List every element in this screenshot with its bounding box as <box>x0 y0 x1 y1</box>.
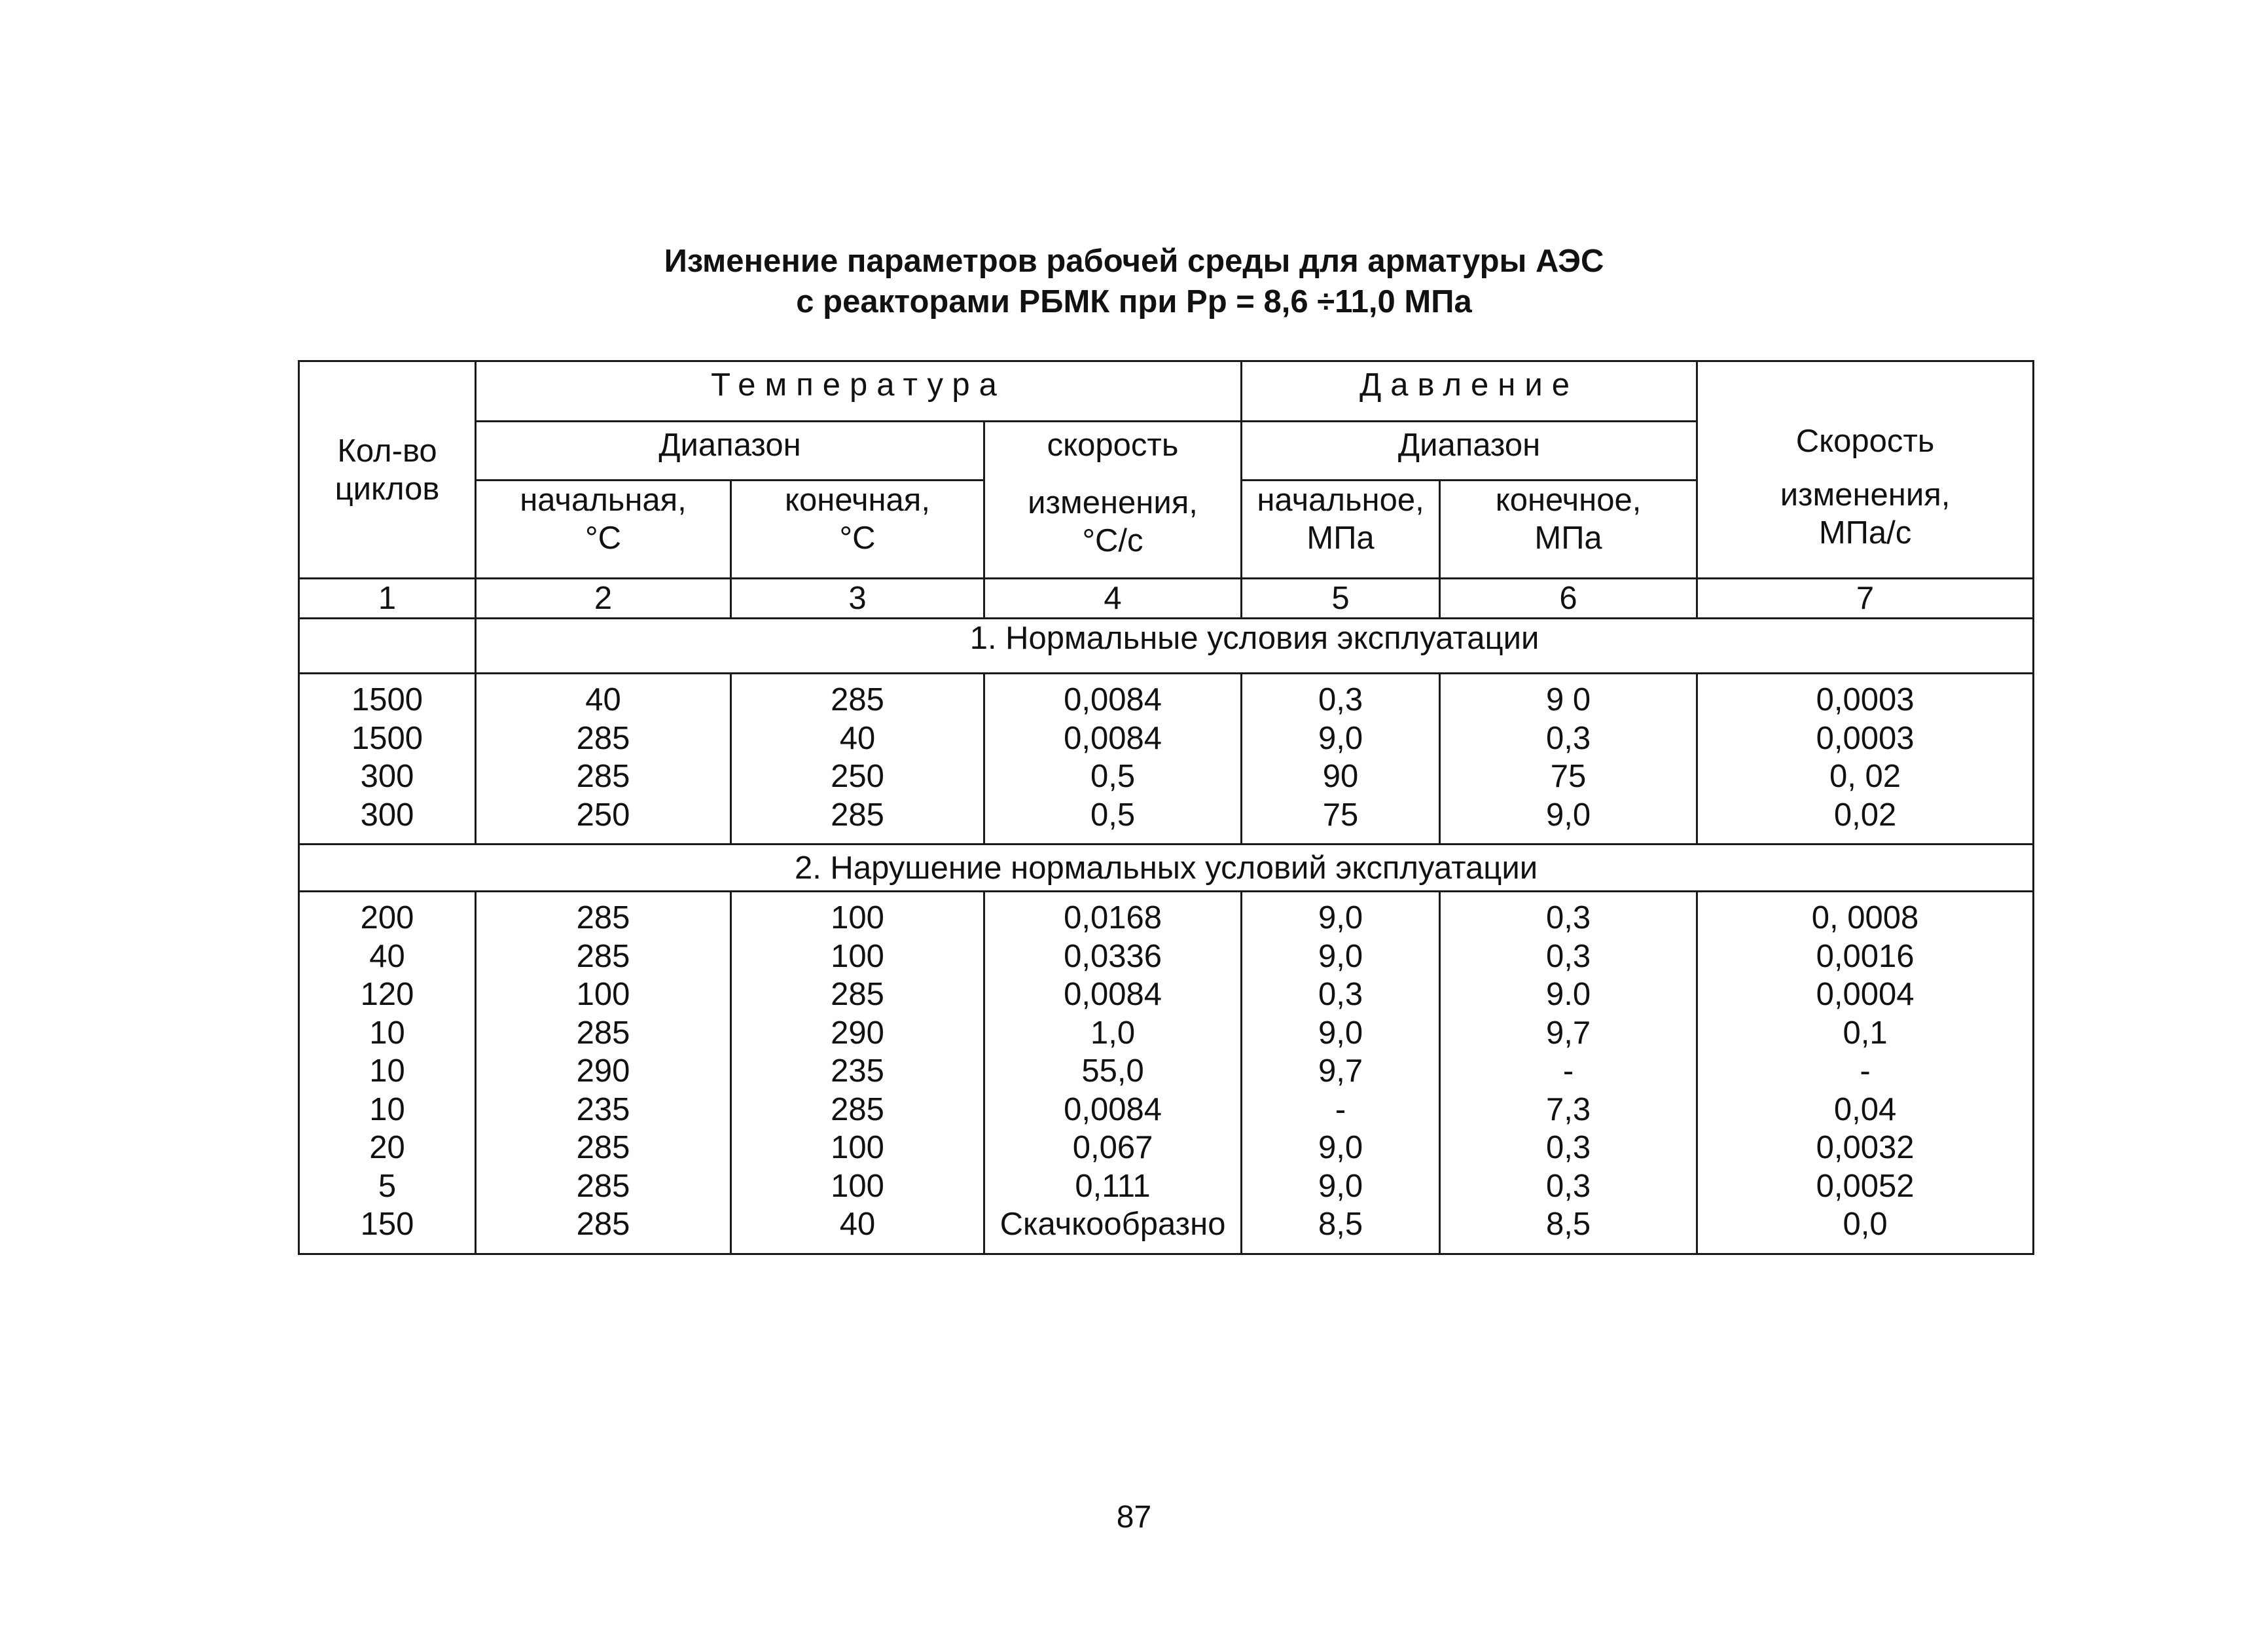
table-cell: 285 <box>831 977 884 1012</box>
table-cell: 0,04 <box>1833 1091 1897 1127</box>
table-column <box>299 674 476 845</box>
table-cell: 7,3 <box>1545 1091 1591 1127</box>
column-number: 1 <box>299 579 476 619</box>
column-number: 6 <box>1440 579 1697 619</box>
table-cell: 0,0168 <box>1064 900 1162 936</box>
header-press-start: начальное, МПа <box>1242 481 1440 579</box>
section-title: 1. Нормальные условия эксплуатации <box>476 619 2034 674</box>
table-cell: 0,067 <box>1072 1130 1153 1165</box>
section-body <box>299 674 2034 845</box>
table-cell: 0,1 <box>1843 1015 1888 1051</box>
table-cell: 0,5 <box>1090 759 1136 794</box>
table-column <box>1697 892 2034 1254</box>
table-cell: - <box>1860 1053 1871 1089</box>
table-cell: 0,0084 <box>1064 977 1162 1012</box>
table-cell: 20 <box>369 1130 405 1165</box>
column-number: 5 <box>1242 579 1440 619</box>
table-cell: 285 <box>831 682 884 718</box>
table-cell: 9,0 <box>1545 797 1591 833</box>
page-number: 87 <box>1116 1500 1152 1535</box>
table-column <box>1697 674 2034 845</box>
table-cell: 10 <box>369 1053 405 1089</box>
header-cycles: Кол-во циклов <box>299 361 476 579</box>
table-cell: 285 <box>576 1207 630 1242</box>
table-cell: 40 <box>369 938 405 974</box>
table-cell: 285 <box>831 797 884 833</box>
header-press-range: Диапазон <box>1242 422 1697 481</box>
table-cell: 100 <box>831 938 884 974</box>
table-cell: 285 <box>576 759 630 794</box>
table-cell: 0, 02 <box>1829 759 1901 794</box>
header-temp-rate: скорость изменения, °С/с <box>984 422 1242 579</box>
title-line-1: Изменение параметров рабочей среды для арматуры АЭС <box>664 244 1604 279</box>
table-cell: 0,0004 <box>1816 977 1915 1012</box>
section-title: 2. Нарушение нормальных условий эксплуатации <box>299 845 2034 892</box>
table-cell: 0,3 <box>1318 682 1363 718</box>
table-cell: 285 <box>576 1130 630 1165</box>
table-cell: 9,0 <box>1318 900 1363 936</box>
table-column <box>476 674 731 845</box>
table-cell: 300 <box>360 797 414 833</box>
table-column <box>731 892 984 1254</box>
header-temp-start: начальная, °С <box>476 481 731 579</box>
table-cell: 0,0052 <box>1816 1168 1915 1204</box>
table-cell: 9,0 <box>1318 938 1363 974</box>
table-cell: 40 <box>839 1207 876 1242</box>
table-cell: 55,0 <box>1081 1053 1144 1089</box>
table-cell: 285 <box>576 720 630 756</box>
table-cell: 120 <box>360 977 414 1012</box>
header-press-end: конечное, МПа <box>1440 481 1697 579</box>
table-cell: 150 <box>360 1207 414 1242</box>
column-number-row <box>299 579 2034 619</box>
table-cell: 75 <box>1550 759 1587 794</box>
table-cell: 5 <box>378 1168 397 1204</box>
table-cell: 0,02 <box>1833 797 1897 833</box>
table-cell: 9,0 <box>1318 720 1363 756</box>
table-cell: 290 <box>831 1015 884 1051</box>
table-cell: 235 <box>831 1053 884 1089</box>
table-column <box>1242 674 1440 845</box>
table-cell: 1500 <box>351 720 423 756</box>
table-cell: 9,0 <box>1318 1130 1363 1165</box>
table-cell: 0,3 <box>1545 1130 1591 1165</box>
column-number: 7 <box>1697 579 2034 619</box>
header-temperature: Температура <box>476 361 1242 422</box>
table-cell: 100 <box>831 1168 884 1204</box>
table-cell: 0,3 <box>1545 720 1591 756</box>
header-pressure: Давление <box>1242 361 1697 422</box>
table-cell: 285 <box>576 900 630 936</box>
table-column <box>299 892 476 1254</box>
table-cell: 9,0 <box>1318 1015 1363 1051</box>
table-cell: 0,3 <box>1545 1168 1591 1204</box>
table-cell: 10 <box>369 1091 405 1127</box>
table-cell: 290 <box>576 1053 630 1089</box>
table-cell: 285 <box>576 938 630 974</box>
table-cell: 100 <box>831 1130 884 1165</box>
header-temp-end: конечная, °С <box>731 481 984 579</box>
table-cell: 0,0016 <box>1816 938 1915 974</box>
header-temp-range: Диапазон <box>476 422 984 481</box>
page-title <box>0 241 2268 322</box>
table-cell: 0,3 <box>1545 900 1591 936</box>
table-cell: 285 <box>576 1168 630 1204</box>
header-pressure-rate: Скорость изменения, МПа/с <box>1697 361 2034 579</box>
table-cell: 9,7 <box>1318 1053 1363 1089</box>
table-cell: 8,5 <box>1318 1207 1363 1242</box>
table-cell: 0,0084 <box>1064 682 1162 718</box>
title-line-2: с реакторами РБМК при Рр = 8,6 ÷11,0 МПа <box>796 284 1472 319</box>
table-cell: 0,3 <box>1318 977 1363 1012</box>
table-cell: - <box>1335 1091 1346 1127</box>
table-cell: 40 <box>585 682 621 718</box>
table-cell: 0,0 <box>1843 1207 1888 1242</box>
table-cell: 0,0003 <box>1816 720 1915 756</box>
table-cell: 9,7 <box>1545 1015 1591 1051</box>
column-number: 3 <box>731 579 984 619</box>
table-cell: 285 <box>831 1091 884 1127</box>
table-cell: 0,0003 <box>1816 682 1915 718</box>
table-column <box>1242 892 1440 1254</box>
table-column <box>984 674 1242 845</box>
section-blank-cell <box>299 619 476 674</box>
parameters-table <box>298 360 2034 1255</box>
table-column <box>1440 674 1697 845</box>
table-cell: 9,0 <box>1318 1168 1363 1204</box>
table-cell: 100 <box>831 900 884 936</box>
table-column <box>731 674 984 845</box>
table-cell: 250 <box>576 797 630 833</box>
table-cell: 0,0084 <box>1064 720 1162 756</box>
section-body <box>299 892 2034 1254</box>
table-cell: 75 <box>1322 797 1359 833</box>
table-cell: - <box>1562 1053 1574 1089</box>
table-cell: 0,111 <box>1075 1168 1151 1204</box>
column-number: 2 <box>476 579 731 619</box>
table-cell: 0,0032 <box>1816 1130 1915 1165</box>
table-cell: 285 <box>576 1015 630 1051</box>
column-number: 4 <box>984 579 1242 619</box>
table-cell: 40 <box>839 720 876 756</box>
table-cell: 0,0084 <box>1064 1091 1162 1127</box>
table-cell: 235 <box>576 1091 630 1127</box>
table-cell: 250 <box>831 759 884 794</box>
table-cell: 9 0 <box>1545 682 1591 718</box>
table-cell: 0, 0008 <box>1811 900 1919 936</box>
table-cell: 0,5 <box>1090 797 1136 833</box>
table-cell: 0,0336 <box>1064 938 1162 974</box>
table-cell: 9.0 <box>1545 977 1591 1012</box>
table-column <box>476 892 731 1254</box>
table-cell: 10 <box>369 1015 405 1051</box>
table-cell: 90 <box>1322 759 1359 794</box>
table-column <box>1440 892 1697 1254</box>
table-column <box>984 892 1242 1254</box>
table-cell: 1,0 <box>1090 1015 1136 1051</box>
table-cell: 100 <box>576 977 630 1012</box>
table-cell: 200 <box>360 900 414 936</box>
table-cell: 300 <box>360 759 414 794</box>
table-cell: 1500 <box>351 682 423 718</box>
table-cell: 8,5 <box>1545 1207 1591 1242</box>
table-cell: 0,3 <box>1545 938 1591 974</box>
table-cell: Скачкообразно <box>999 1207 1226 1242</box>
